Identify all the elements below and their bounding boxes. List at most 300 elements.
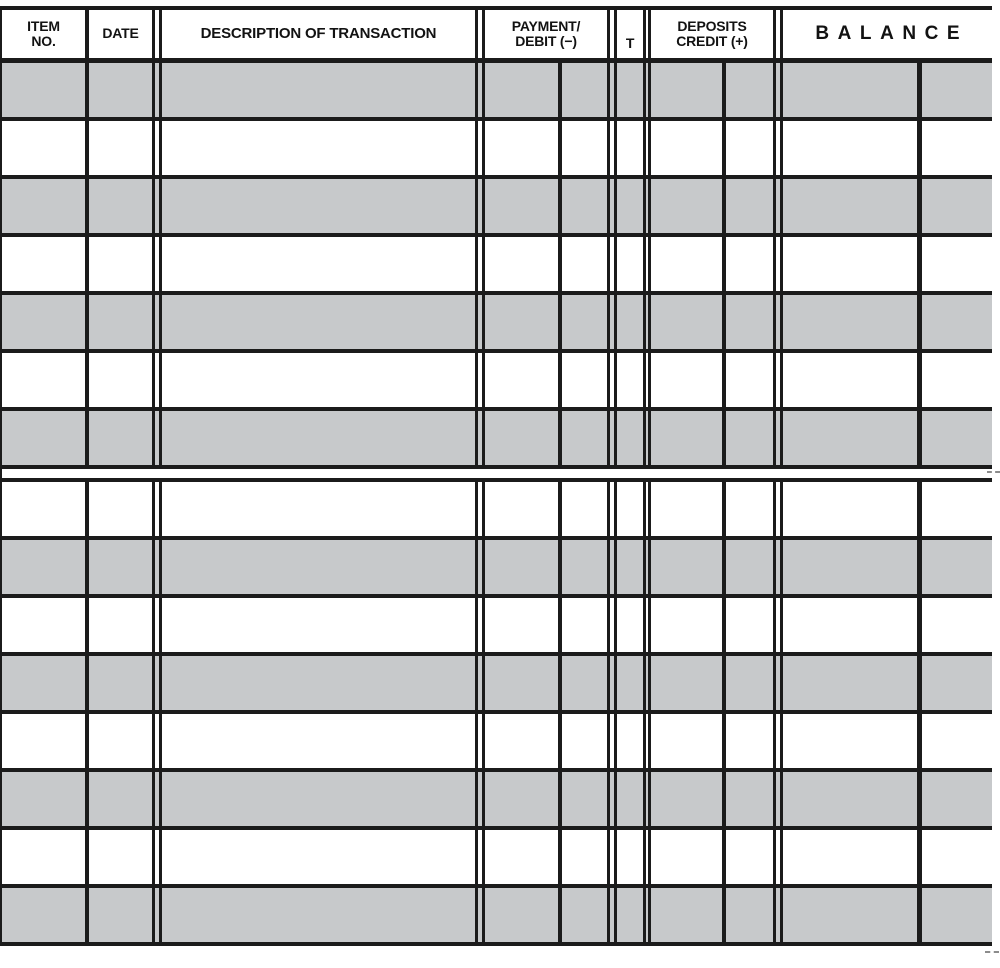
cell-balance-dollars[interactable] xyxy=(783,295,917,349)
cell-date[interactable] xyxy=(89,540,152,594)
cell-deposit-cents[interactable] xyxy=(726,411,773,465)
column-divider xyxy=(773,237,776,291)
column-divider xyxy=(558,295,562,349)
column-divider xyxy=(482,772,485,826)
cell-item-no[interactable] xyxy=(2,121,85,175)
column-divider xyxy=(85,888,89,942)
cell-description[interactable] xyxy=(162,482,475,536)
column-divider xyxy=(607,411,610,465)
cell-description[interactable] xyxy=(162,714,475,768)
cell-item-no[interactable] xyxy=(2,888,85,942)
cell-deposit-cents[interactable] xyxy=(726,237,773,291)
column-divider xyxy=(152,295,155,349)
cell-item-no[interactable] xyxy=(2,830,85,884)
header-payment-line1: PAYMENT/ xyxy=(511,17,581,34)
column-divider xyxy=(614,237,617,291)
column-divider xyxy=(482,888,485,942)
cell-balance-dollars[interactable] xyxy=(783,411,917,465)
cell-deposit-cents[interactable] xyxy=(726,482,773,536)
column-divider xyxy=(607,10,610,58)
cell-deposit-cents[interactable] xyxy=(726,598,773,652)
column-divider xyxy=(643,772,646,826)
header-deposits-credit xyxy=(651,10,773,58)
register-row xyxy=(2,295,992,353)
header-balance-label: BALANCE xyxy=(815,22,969,44)
cell-deposit-dollars[interactable] xyxy=(651,772,722,826)
cell-payment-dollars[interactable] xyxy=(485,295,558,349)
cell-item-no[interactable] xyxy=(2,772,85,826)
column-divider xyxy=(917,830,922,884)
cell-deposit-dollars[interactable] xyxy=(651,598,722,652)
column-divider xyxy=(614,714,617,768)
cell-item-no[interactable] xyxy=(2,295,85,349)
cell-payment-dollars[interactable] xyxy=(485,482,558,536)
column-divider xyxy=(558,772,562,826)
section-break-divider xyxy=(2,465,992,482)
column-divider xyxy=(558,656,562,710)
column-divider xyxy=(614,482,617,536)
column-divider xyxy=(159,888,162,942)
column-divider xyxy=(614,772,617,826)
column-divider xyxy=(558,482,562,536)
column-divider xyxy=(917,772,922,826)
register-row xyxy=(2,772,992,830)
column-divider xyxy=(475,63,478,117)
cell-description[interactable] xyxy=(162,540,475,594)
cell-date[interactable] xyxy=(89,656,152,710)
cell-description[interactable] xyxy=(162,888,475,942)
column-divider xyxy=(773,772,776,826)
column-divider xyxy=(85,830,89,884)
cell-balance-cents[interactable] xyxy=(922,411,992,465)
cell-balance-cents[interactable] xyxy=(922,295,992,349)
column-divider xyxy=(482,121,485,175)
cell-balance-cents[interactable] xyxy=(922,482,992,536)
column-divider xyxy=(482,353,485,407)
column-divider xyxy=(780,540,783,594)
cell-deposit-dollars[interactable] xyxy=(651,121,722,175)
cell-date[interactable] xyxy=(89,295,152,349)
column-divider xyxy=(722,295,726,349)
column-divider xyxy=(85,63,89,117)
column-divider xyxy=(643,353,646,407)
cell-deposit-dollars[interactable] xyxy=(651,656,722,710)
column-divider xyxy=(475,411,478,465)
cell-payment-dollars[interactable] xyxy=(485,179,558,233)
cell-balance-cents[interactable] xyxy=(922,540,992,594)
cell-deposit-cents[interactable] xyxy=(726,121,773,175)
column-divider xyxy=(159,482,162,536)
column-divider xyxy=(159,237,162,291)
column-divider xyxy=(152,411,155,465)
column-divider xyxy=(780,482,783,536)
column-divider xyxy=(85,353,89,407)
cell-payment-cents[interactable] xyxy=(562,656,607,710)
cell-balance-cents[interactable] xyxy=(922,772,992,826)
cell-balance-dollars[interactable] xyxy=(783,540,917,594)
cell-balance-dollars[interactable] xyxy=(783,888,917,942)
cell-description[interactable] xyxy=(162,830,475,884)
cell-t-checkoff[interactable] xyxy=(617,714,643,768)
column-divider xyxy=(607,295,610,349)
column-divider xyxy=(643,598,646,652)
column-divider xyxy=(152,772,155,826)
cell-payment-dollars[interactable] xyxy=(485,714,558,768)
cell-balance-dollars[interactable] xyxy=(783,772,917,826)
column-divider xyxy=(648,237,651,291)
column-divider xyxy=(159,179,162,233)
cell-balance-dollars[interactable] xyxy=(783,63,917,117)
cell-payment-dollars[interactable] xyxy=(485,540,558,594)
column-divider xyxy=(773,63,776,117)
cell-payment-cents[interactable] xyxy=(562,888,607,942)
column-divider xyxy=(558,888,562,942)
header-deposits-line2: CREDIT (+) xyxy=(676,33,748,49)
cell-deposit-dollars[interactable] xyxy=(651,295,722,349)
register-row xyxy=(2,482,992,540)
header-item-no xyxy=(2,10,85,58)
cell-balance-cents[interactable] xyxy=(922,888,992,942)
column-divider xyxy=(475,121,478,175)
cell-t-checkoff[interactable] xyxy=(617,656,643,710)
cell-item-no[interactable] xyxy=(2,411,85,465)
cell-t-checkoff[interactable] xyxy=(617,121,643,175)
column-divider xyxy=(614,295,617,349)
column-divider xyxy=(475,772,478,826)
column-divider xyxy=(482,598,485,652)
column-divider xyxy=(722,482,726,536)
column-divider xyxy=(648,179,651,233)
column-divider xyxy=(917,482,922,536)
cell-item-no[interactable] xyxy=(2,63,85,117)
cell-payment-cents[interactable] xyxy=(562,295,607,349)
cell-t-checkoff[interactable] xyxy=(617,63,643,117)
column-divider xyxy=(773,482,776,536)
cell-balance-cents[interactable] xyxy=(922,121,992,175)
column-divider xyxy=(648,121,651,175)
header-date-label: DATE xyxy=(102,25,139,42)
column-divider xyxy=(475,714,478,768)
cell-item-no[interactable] xyxy=(2,353,85,407)
register-row xyxy=(2,353,992,411)
column-divider xyxy=(85,540,89,594)
cell-deposit-cents[interactable] xyxy=(726,830,773,884)
cell-item-no[interactable] xyxy=(2,714,85,768)
column-divider xyxy=(780,63,783,117)
cell-description[interactable] xyxy=(162,598,475,652)
column-divider xyxy=(722,237,726,291)
register-row xyxy=(2,830,992,888)
column-divider xyxy=(475,353,478,407)
cell-date[interactable] xyxy=(89,888,152,942)
cell-payment-cents[interactable] xyxy=(562,121,607,175)
column-divider xyxy=(614,830,617,884)
column-divider xyxy=(159,598,162,652)
column-divider xyxy=(482,411,485,465)
cell-description[interactable] xyxy=(162,411,475,465)
cell-payment-dollars[interactable] xyxy=(485,411,558,465)
cell-payment-cents[interactable] xyxy=(562,598,607,652)
column-divider xyxy=(648,888,651,942)
cell-balance-cents[interactable] xyxy=(922,656,992,710)
cell-t-checkoff[interactable] xyxy=(617,540,643,594)
cell-deposit-dollars[interactable] xyxy=(651,411,722,465)
cell-payment-cents[interactable] xyxy=(562,237,607,291)
column-divider xyxy=(643,295,646,349)
cell-payment-dollars[interactable] xyxy=(485,63,558,117)
column-divider xyxy=(614,656,617,710)
register-row xyxy=(2,888,992,942)
cell-payment-dollars[interactable] xyxy=(485,656,558,710)
cell-deposit-dollars[interactable] xyxy=(651,63,722,117)
cell-balance-cents[interactable] xyxy=(922,237,992,291)
column-divider xyxy=(85,482,89,536)
column-divider xyxy=(482,295,485,349)
cell-balance-dollars[interactable] xyxy=(783,482,917,536)
column-divider xyxy=(85,772,89,826)
cell-payment-dollars[interactable] xyxy=(485,830,558,884)
column-divider xyxy=(773,353,776,407)
cell-balance-dollars[interactable] xyxy=(783,656,917,710)
cell-description[interactable] xyxy=(162,353,475,407)
column-divider xyxy=(482,714,485,768)
cell-balance-cents[interactable] xyxy=(922,714,992,768)
column-divider xyxy=(475,598,478,652)
cell-description[interactable] xyxy=(162,656,475,710)
cell-balance-cents[interactable] xyxy=(922,830,992,884)
cell-payment-dollars[interactable] xyxy=(485,353,558,407)
cell-item-no[interactable] xyxy=(2,237,85,291)
cell-payment-cents[interactable] xyxy=(562,482,607,536)
column-divider xyxy=(159,714,162,768)
header-item-no-line1: ITEM xyxy=(27,17,60,34)
column-divider xyxy=(159,121,162,175)
cell-payment-dollars[interactable] xyxy=(485,888,558,942)
cell-balance-cents[interactable] xyxy=(922,353,992,407)
column-divider xyxy=(722,353,726,407)
column-divider xyxy=(722,772,726,826)
column-divider xyxy=(607,714,610,768)
cell-payment-cents[interactable] xyxy=(562,540,607,594)
cell-item-no[interactable] xyxy=(2,482,85,536)
header-balance xyxy=(783,10,992,58)
cell-payment-dollars[interactable] xyxy=(485,598,558,652)
cell-item-no[interactable] xyxy=(2,598,85,652)
column-divider xyxy=(722,63,726,117)
cell-deposit-dollars[interactable] xyxy=(651,353,722,407)
cell-balance-dollars[interactable] xyxy=(783,121,917,175)
column-divider xyxy=(152,179,155,233)
cell-date[interactable] xyxy=(89,237,152,291)
cell-deposit-dollars[interactable] xyxy=(651,179,722,233)
cell-deposit-dollars[interactable] xyxy=(651,482,722,536)
column-divider xyxy=(482,830,485,884)
cell-payment-dollars[interactable] xyxy=(485,772,558,826)
header-item-no-line2: NO. xyxy=(31,33,56,49)
column-divider xyxy=(475,656,478,710)
cell-date[interactable] xyxy=(89,121,152,175)
column-divider xyxy=(558,179,562,233)
cell-balance-dollars[interactable] xyxy=(783,598,917,652)
cell-item-no[interactable] xyxy=(2,179,85,233)
cell-balance-cents[interactable] xyxy=(922,63,992,117)
cell-t-checkoff[interactable] xyxy=(617,888,643,942)
header-payment-debit xyxy=(485,10,607,58)
cell-item-no[interactable] xyxy=(2,540,85,594)
cell-payment-cents[interactable] xyxy=(562,411,607,465)
column-divider xyxy=(643,121,646,175)
cell-deposit-dollars[interactable] xyxy=(651,714,722,768)
column-divider xyxy=(648,482,651,536)
column-divider xyxy=(780,714,783,768)
column-divider xyxy=(152,63,155,117)
cell-balance-cents[interactable] xyxy=(922,179,992,233)
column-divider xyxy=(159,353,162,407)
cell-description[interactable] xyxy=(162,772,475,826)
cell-t-checkoff[interactable] xyxy=(617,830,643,884)
cell-balance-dollars[interactable] xyxy=(783,237,917,291)
column-divider xyxy=(648,540,651,594)
column-divider xyxy=(722,540,726,594)
register-row xyxy=(2,598,992,656)
column-divider xyxy=(648,353,651,407)
column-divider xyxy=(780,830,783,884)
column-divider xyxy=(648,411,651,465)
perforation-dash-icon xyxy=(985,951,999,953)
cell-payment-dollars[interactable] xyxy=(485,237,558,291)
column-divider xyxy=(85,179,89,233)
column-divider xyxy=(85,411,89,465)
column-divider xyxy=(648,63,651,117)
column-divider xyxy=(773,830,776,884)
cell-date[interactable] xyxy=(89,411,152,465)
cell-date[interactable] xyxy=(89,353,152,407)
cell-deposit-cents[interactable] xyxy=(726,295,773,349)
column-divider xyxy=(780,121,783,175)
cell-balance-dollars[interactable] xyxy=(783,830,917,884)
header-t-label: T xyxy=(625,34,635,51)
cell-balance-cents[interactable] xyxy=(922,598,992,652)
cell-deposit-dollars[interactable] xyxy=(651,237,722,291)
column-divider xyxy=(773,540,776,594)
cell-balance-dollars[interactable] xyxy=(783,714,917,768)
column-divider xyxy=(643,714,646,768)
column-divider xyxy=(475,482,478,536)
cell-t-checkoff[interactable] xyxy=(617,179,643,233)
column-divider xyxy=(607,656,610,710)
column-divider xyxy=(643,540,646,594)
cell-payment-dollars[interactable] xyxy=(485,121,558,175)
column-divider xyxy=(643,656,646,710)
cell-deposit-cents[interactable] xyxy=(726,540,773,594)
column-divider xyxy=(780,656,783,710)
cell-deposit-cents[interactable] xyxy=(726,179,773,233)
cell-deposit-cents[interactable] xyxy=(726,714,773,768)
perforation-dash-icon xyxy=(987,471,1000,473)
cell-payment-cents[interactable] xyxy=(562,772,607,826)
column-divider xyxy=(917,353,922,407)
cell-t-checkoff[interactable] xyxy=(617,482,643,536)
column-divider xyxy=(648,598,651,652)
cell-date[interactable] xyxy=(89,482,152,536)
column-divider xyxy=(558,411,562,465)
cell-deposit-cents[interactable] xyxy=(726,63,773,117)
cell-description[interactable] xyxy=(162,121,475,175)
column-divider xyxy=(607,482,610,536)
column-divider xyxy=(607,888,610,942)
cell-deposit-cents[interactable] xyxy=(726,888,773,942)
column-divider xyxy=(917,121,922,175)
column-divider xyxy=(607,540,610,594)
column-divider xyxy=(85,714,89,768)
cell-t-checkoff[interactable] xyxy=(617,772,643,826)
cell-date[interactable] xyxy=(89,772,152,826)
cell-date[interactable] xyxy=(89,598,152,652)
cell-payment-cents[interactable] xyxy=(562,353,607,407)
column-divider xyxy=(648,830,651,884)
cell-date[interactable] xyxy=(89,63,152,117)
cell-balance-dollars[interactable] xyxy=(783,353,917,407)
cell-t-checkoff[interactable] xyxy=(617,237,643,291)
cell-date[interactable] xyxy=(89,179,152,233)
column-divider xyxy=(722,830,726,884)
cell-description[interactable] xyxy=(162,179,475,233)
column-divider xyxy=(475,540,478,594)
cell-date[interactable] xyxy=(89,830,152,884)
cell-deposit-dollars[interactable] xyxy=(651,888,722,942)
cell-deposit-dollars[interactable] xyxy=(651,540,722,594)
column-divider xyxy=(917,63,922,117)
cell-payment-cents[interactable] xyxy=(562,63,607,117)
cell-deposit-cents[interactable] xyxy=(726,353,773,407)
column-divider xyxy=(648,772,651,826)
register-row xyxy=(2,63,992,121)
cell-payment-cents[interactable] xyxy=(562,830,607,884)
cell-deposit-cents[interactable] xyxy=(726,656,773,710)
cell-balance-dollars[interactable] xyxy=(783,179,917,233)
column-divider xyxy=(558,63,562,117)
cell-description[interactable] xyxy=(162,63,475,117)
column-divider xyxy=(643,179,646,233)
cell-t-checkoff[interactable] xyxy=(617,598,643,652)
cell-deposit-cents[interactable] xyxy=(726,772,773,826)
column-divider xyxy=(607,772,610,826)
column-divider xyxy=(152,714,155,768)
column-divider xyxy=(648,714,651,768)
cell-description[interactable] xyxy=(162,237,475,291)
column-divider xyxy=(722,121,726,175)
register-row xyxy=(2,540,992,598)
column-divider xyxy=(482,237,485,291)
header-description xyxy=(162,10,475,58)
column-divider xyxy=(917,598,922,652)
cell-date[interactable] xyxy=(89,714,152,768)
cell-description[interactable] xyxy=(162,295,475,349)
column-divider xyxy=(780,772,783,826)
cell-item-no[interactable] xyxy=(2,656,85,710)
cell-payment-cents[interactable] xyxy=(562,714,607,768)
cell-t-checkoff[interactable] xyxy=(617,295,643,349)
column-divider xyxy=(607,237,610,291)
column-divider xyxy=(917,411,922,465)
column-divider xyxy=(773,295,776,349)
column-divider xyxy=(475,888,478,942)
cell-t-checkoff[interactable] xyxy=(617,353,643,407)
cell-payment-cents[interactable] xyxy=(562,179,607,233)
cell-deposit-dollars[interactable] xyxy=(651,830,722,884)
cell-t-checkoff[interactable] xyxy=(617,411,643,465)
column-divider xyxy=(780,598,783,652)
